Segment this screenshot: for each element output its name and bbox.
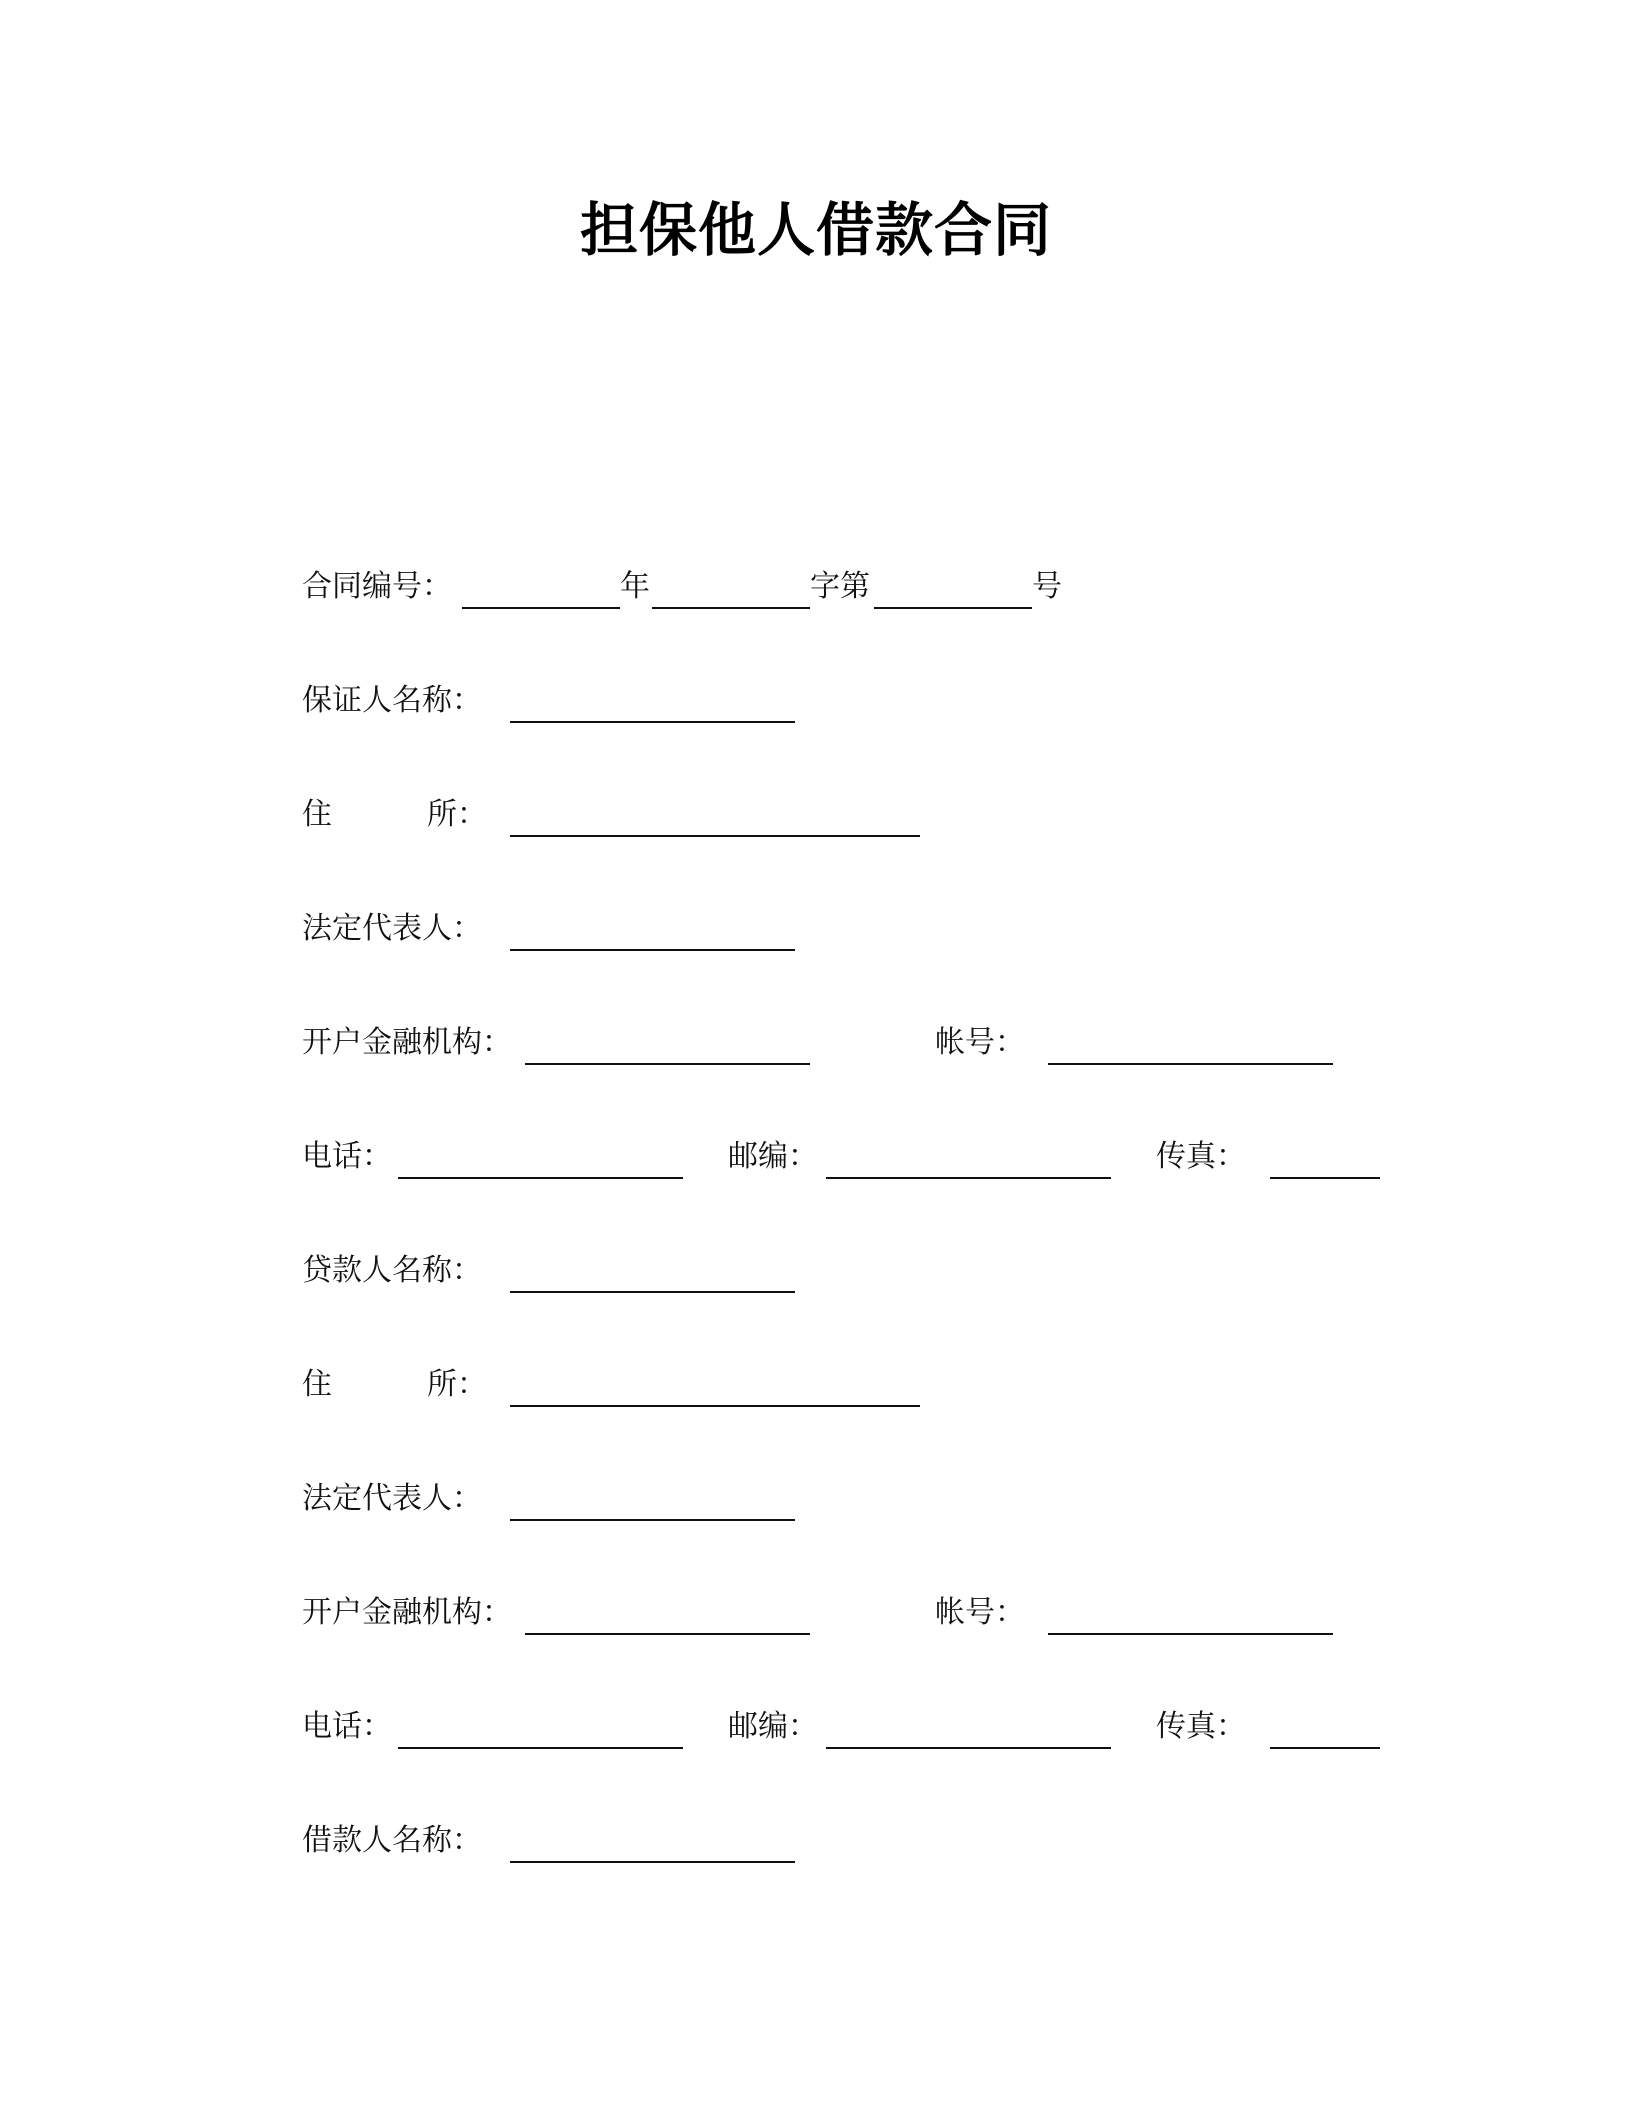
guarantor-legal-rep-field[interactable] [510,949,795,951]
lender-bank-field[interactable] [525,1633,810,1635]
lender-fax-field[interactable] [1270,1747,1380,1749]
lender-bank-row [302,1588,1422,1638]
lender-fax-label: 传真： [1156,1709,1246,1744]
guarantor-phone-label: 电话： [302,1139,392,1174]
borrower-name-row [302,1816,1422,1866]
guarantor-bank-field[interactable] [525,1063,810,1065]
lender-address-field[interactable] [510,1405,920,1407]
guarantor-address-row [302,790,1422,840]
guarantor-bank-label: 开户金融机构： [302,1025,512,1060]
lender-address-label-part2: 所： [427,1367,487,1402]
lender-contact-row [302,1702,1422,1752]
guarantor-postcode-label: 邮编： [728,1139,818,1174]
hao-label: 号 [1032,569,1062,604]
borrower-name-label: 借款人名称： [302,1823,482,1858]
lender-phone-field[interactable] [398,1747,683,1749]
guarantor-name-label: 保证人名称： [302,683,482,718]
guarantor-address-label-part2: 所： [427,797,487,832]
zi-di-label: 字第 [810,569,870,604]
lender-account-label: 帐号： [935,1595,1025,1630]
contract-number-row [302,562,1422,612]
lender-name-field[interactable] [510,1291,795,1293]
guarantor-account-label: 帐号： [935,1025,1025,1060]
guarantor-fax-label: 传真： [1156,1139,1246,1174]
guarantor-legal-rep-row [302,904,1422,954]
contract-prefix-field[interactable] [652,607,810,609]
lender-bank-label: 开户金融机构： [302,1595,512,1630]
lender-address-label-part1: 住 [302,1367,332,1402]
lender-legal-rep-field[interactable] [510,1519,795,1521]
lender-name-label: 贷款人名称： [302,1253,482,1288]
document-title: 担保他人借款合同 [579,196,1052,264]
lender-phone-label: 电话： [302,1709,392,1744]
contract-serial-field[interactable] [874,607,1032,609]
lender-legal-rep-label: 法定代表人： [302,1481,482,1516]
lender-legal-rep-row [302,1474,1422,1524]
guarantor-address-field[interactable] [510,835,920,837]
contract-number-label: 合同编号： [302,569,452,604]
year-label: 年 [620,569,650,604]
lender-account-field[interactable] [1048,1633,1333,1635]
guarantor-phone-field[interactable] [398,1177,683,1179]
guarantor-fax-field[interactable] [1270,1177,1380,1179]
lender-name-row [302,1246,1422,1296]
guarantor-contact-row [302,1132,1422,1182]
guarantor-account-field[interactable] [1048,1063,1333,1065]
lender-postcode-label: 邮编： [728,1709,818,1744]
guarantor-name-row [302,676,1422,726]
borrower-name-field[interactable] [510,1861,795,1863]
guarantor-bank-row [302,1018,1422,1068]
guarantor-postcode-field[interactable] [826,1177,1111,1179]
guarantor-legal-rep-label: 法定代表人： [302,911,482,946]
guarantor-name-field[interactable] [510,721,795,723]
lender-address-row [302,1360,1422,1410]
lender-postcode-field[interactable] [826,1747,1111,1749]
contract-year-field[interactable] [462,607,620,609]
guarantor-address-label-part1: 住 [302,797,332,832]
